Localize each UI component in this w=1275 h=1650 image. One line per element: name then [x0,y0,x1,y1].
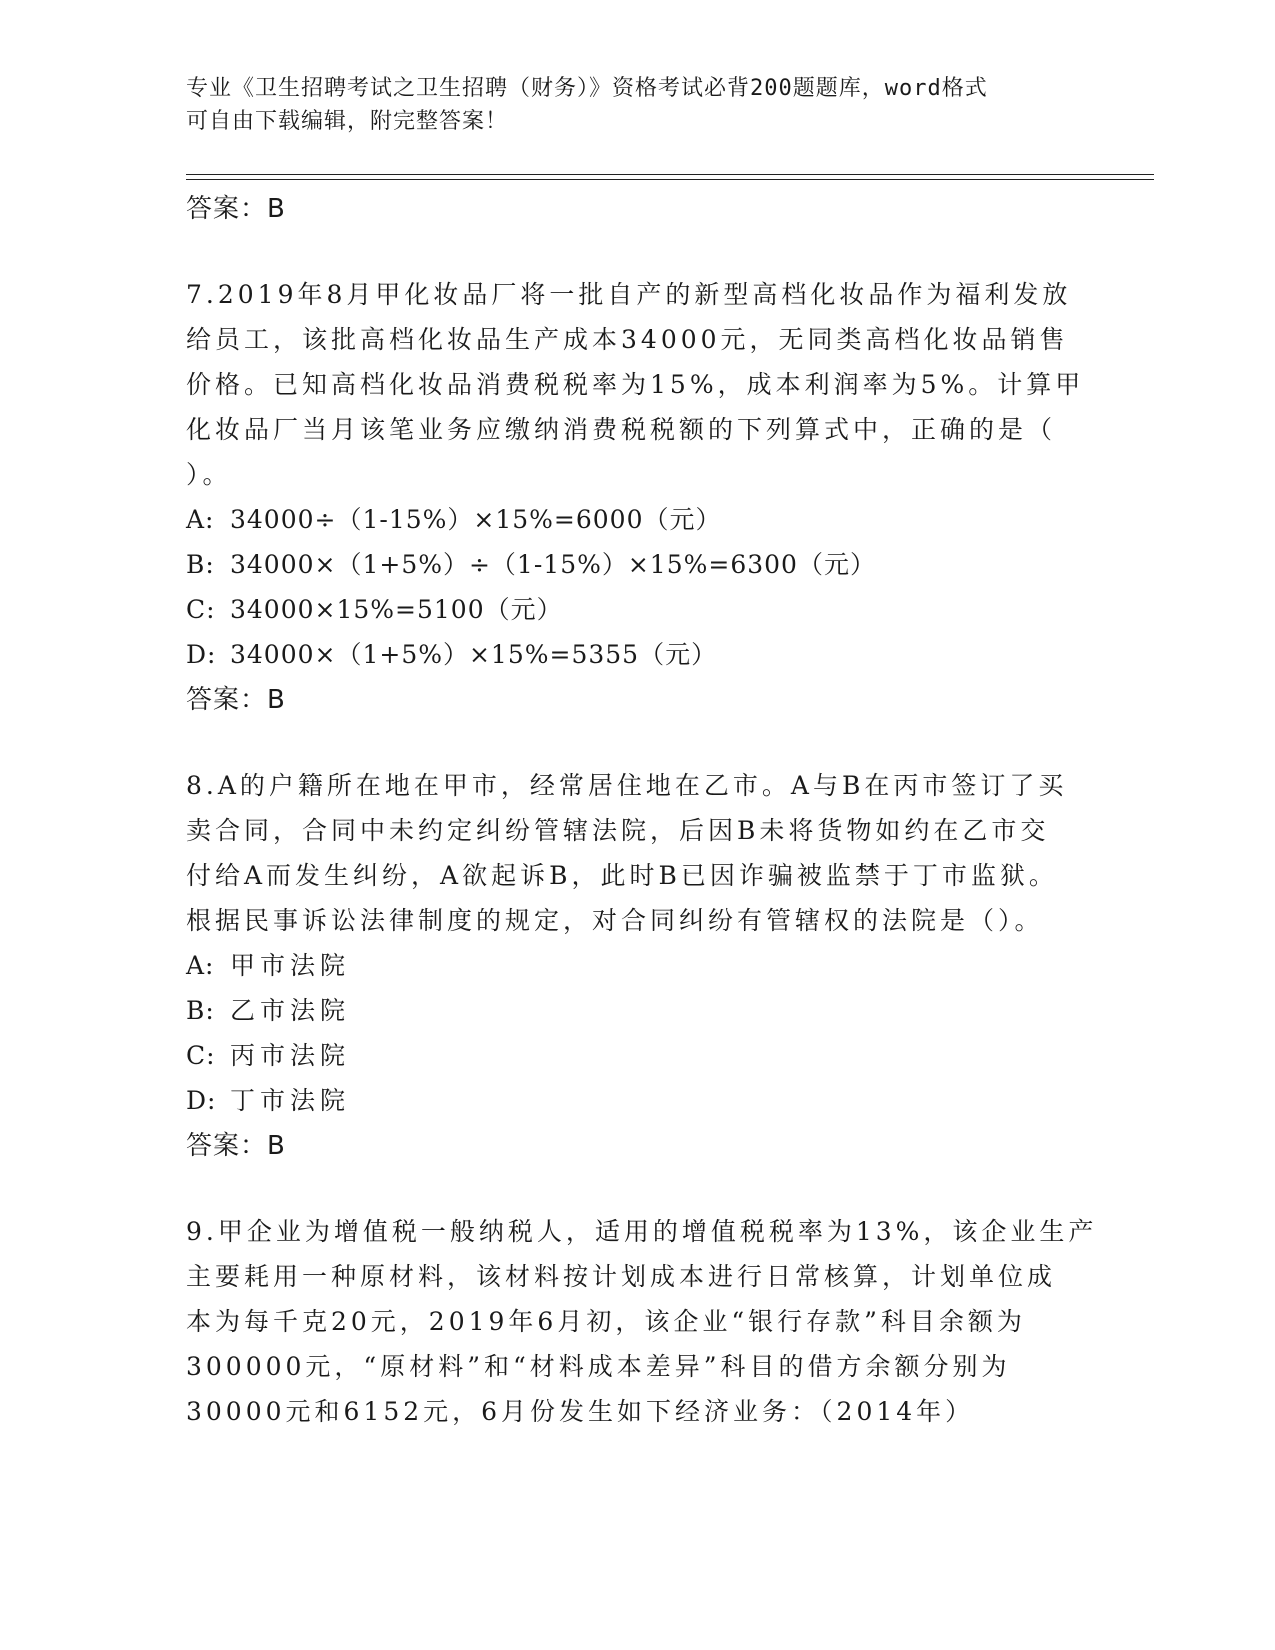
question-9 [186,1209,1098,1434]
option-label: C: [186,595,216,624]
option-label: D: [186,640,217,669]
header-rule-bottom [186,179,1154,180]
option-text: 丙市法院 [230,1041,351,1070]
option-text: 乙市法院 [230,996,351,1025]
question-7-option-b [186,542,1086,587]
option-label: C: [186,1041,216,1070]
document-body [186,186,1098,1434]
question-9-line-4: 300000元，“原材料”和“材料成本差异”科目的借方余额分别为 [186,1352,1011,1381]
answer-q6: 答案：B [186,194,286,224]
option-label: A: [186,951,215,980]
question-7-line-1: 7.2019年8月甲化妆品厂将一批自产的新型高档化妆品作为福利发放 [186,280,1072,309]
question-8-line-3: 付给A而发生纠纷，A欲起诉B，此时B已因诈骗被监禁于丁市监狱。 [186,861,1058,890]
header-line-1: 专业《卫生招聘考试之卫生招聘（财务）》资格考试必背200题题库，word格式 [186,76,988,101]
option-text: 34000÷（1-15%）×15%=6000（元） [230,505,722,534]
question-8-option-a [186,943,1086,988]
question-8-option-b [186,988,1086,1033]
header-line-2: 可自由下载编辑，附完整答案！ [186,109,509,134]
question-7-line-4: 化妆品厂当月该笔业务应缴纳消费税税额的下列算式中，正确的是（ [186,415,1057,444]
document-header [186,72,1086,138]
option-text: 甲市法院 [230,951,351,980]
question-8-option-d [186,1078,1086,1123]
question-8-line-1: 8.A的户籍所在地在甲市，经常居住地在乙市。A与B在丙市签订了买 [186,771,1068,800]
question-7-option-d [186,632,1086,677]
option-label: A: [186,505,215,534]
answer-q7: 答案：B [186,685,286,715]
question-7-option-a [186,497,1086,542]
question-8-line-4: 根据民事诉讼法律制度的规定，对合同纠纷有管辖权的法院是（）。 [186,906,1044,935]
answer-q8: 答案：B [186,1131,286,1161]
question-8-line-2: 卖合同，合同中未约定纠纷管辖法院，后因B未将货物如约在乙市交 [186,816,1050,845]
question-7 [186,272,1086,723]
question-9-line-5: 30000元和6152元，6月份发生如下经济业务：（2014年） [186,1397,975,1426]
question-8 [186,763,1086,1169]
option-label: D: [186,1086,217,1115]
question-8-option-c [186,1033,1086,1078]
option-text: 34000×（1+5%）÷（1-15%）×15%=6300（元） [230,550,876,579]
question-7-line-5: ）。 [186,460,232,489]
option-text: 丁市法院 [230,1086,351,1115]
option-text: 34000×15%=5100（元） [230,595,563,624]
option-label: B: [186,996,215,1025]
question-9-line-3: 本为每千克20元，2019年6月初，该企业“银行存款”科目余额为 [186,1307,1026,1336]
option-label: B: [186,550,215,579]
question-9-line-2: 主要耗用一种原材料，该材料按计划成本进行日常核算，计划单位成 [186,1262,1057,1291]
option-text: 34000×（1+5%）×15%=5355（元） [230,640,718,669]
question-7-line-3: 价格。已知高档化妆品消费税税率为15%，成本利润率为5%。计算甲 [186,370,1085,399]
question-7-line-2: 给员工，该批高档化妆品生产成本34000元，无同类高档化妆品销售 [186,325,1069,354]
header-rule-top [186,174,1154,175]
question-7-option-c [186,587,1086,632]
question-9-line-1: 9.甲企业为增值税一般纳税人，适用的增值税税率为13%，该企业生产 [186,1217,1098,1246]
